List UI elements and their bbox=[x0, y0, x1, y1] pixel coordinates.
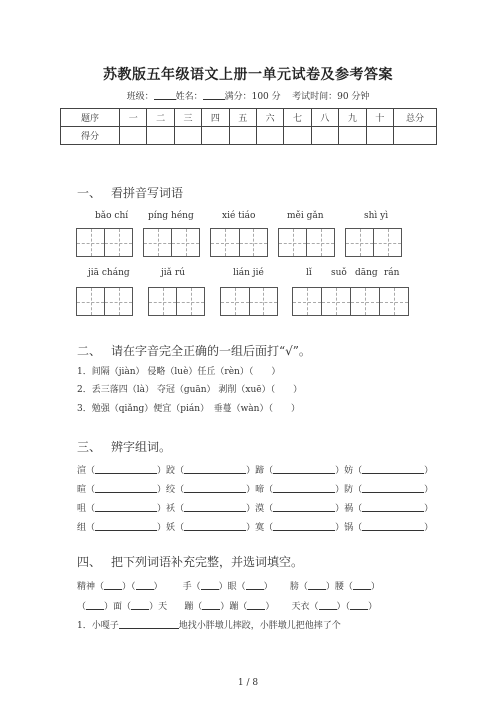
answer-blank[interactable] bbox=[95, 502, 157, 512]
class-blank[interactable] bbox=[154, 90, 176, 100]
writing-grid[interactable] bbox=[278, 228, 335, 257]
col-header: 三 bbox=[174, 109, 201, 127]
answer-blank[interactable] bbox=[273, 521, 335, 531]
answer-blank[interactable] bbox=[246, 580, 264, 590]
score-cell[interactable] bbox=[311, 127, 338, 145]
question-item[interactable]: 1．间隔（jiàn） 侵略（luè）任丘（rèn）（ ） bbox=[77, 367, 281, 377]
section-2-heading bbox=[77, 342, 311, 359]
answer-blank[interactable] bbox=[273, 464, 335, 474]
section-title: 把下列词语补充完整，并选词填空。 bbox=[111, 555, 304, 569]
pinyin: lián jié bbox=[233, 268, 264, 278]
score-cell[interactable] bbox=[174, 127, 201, 145]
answer-blank[interactable] bbox=[136, 580, 154, 590]
fill-sentence bbox=[77, 618, 341, 631]
total-score: 满分：100 分 bbox=[224, 92, 281, 102]
section-title: 辨字组词。 bbox=[111, 440, 172, 454]
word-part: 眼 bbox=[227, 582, 237, 592]
answer-blank[interactable] bbox=[201, 580, 219, 590]
char: 渲 bbox=[77, 466, 87, 476]
score-cell[interactable] bbox=[284, 127, 311, 145]
pinyin: měi gǎn bbox=[287, 211, 324, 221]
word-part: 膀 bbox=[289, 582, 299, 592]
answer-blank[interactable] bbox=[104, 580, 122, 590]
answer-blank[interactable] bbox=[273, 483, 335, 493]
pinyin: píng héng bbox=[148, 211, 194, 221]
pinyin: bǎo chí bbox=[95, 211, 129, 221]
answer-blank[interactable] bbox=[184, 502, 246, 512]
word-part: 面 bbox=[113, 602, 123, 612]
answer-blank[interactable] bbox=[362, 521, 424, 531]
answer-blank[interactable] bbox=[362, 464, 424, 474]
pinyin: shì yì bbox=[364, 211, 389, 221]
answer-blank[interactable] bbox=[184, 483, 246, 493]
answer-blank[interactable] bbox=[202, 600, 220, 610]
sentence-part: 地找小胖墩儿摔跤，小胖墩儿把他摔了个 bbox=[178, 621, 341, 631]
answer-blank[interactable] bbox=[119, 619, 179, 629]
char: 咀 bbox=[77, 504, 87, 514]
score-cell[interactable] bbox=[394, 127, 437, 145]
idiom-row: （ ）面（ ）天 蹦（ ）蹦（ ） 天衣（ ）（ ） bbox=[77, 602, 378, 612]
writing-grid[interactable] bbox=[345, 228, 402, 257]
answer-blank[interactable] bbox=[319, 600, 337, 610]
section-4-heading bbox=[77, 553, 303, 570]
char: 绞 bbox=[166, 485, 176, 495]
exam-time: 考试时间：90 分钟 bbox=[292, 92, 370, 102]
col-header: 四 bbox=[202, 109, 229, 127]
answer-blank[interactable] bbox=[308, 580, 326, 590]
answer-blank[interactable] bbox=[184, 464, 246, 474]
writing-grid[interactable] bbox=[220, 287, 278, 316]
col-header: 题序 bbox=[61, 109, 120, 127]
word-part: 腰 bbox=[334, 582, 344, 592]
pinyin: lǐ bbox=[306, 268, 312, 278]
pinyin: xié tiáo bbox=[222, 211, 256, 221]
char: 锅 bbox=[344, 523, 354, 533]
writing-grid[interactable] bbox=[148, 287, 205, 316]
writing-grid[interactable] bbox=[143, 228, 200, 257]
char: 蹄 bbox=[255, 466, 265, 476]
score-row bbox=[61, 127, 437, 145]
question-item[interactable]: 2．丢三落四（là） 夺冠（guān） 剥削（xuē）（ ） bbox=[77, 385, 303, 395]
word-row: 组（ ）妖（ ）寞（ ）锅（ ） bbox=[77, 523, 434, 533]
col-header: 七 bbox=[284, 109, 311, 127]
word-part: 天 bbox=[158, 602, 168, 612]
score-cell[interactable] bbox=[120, 127, 147, 145]
char: 妨 bbox=[344, 466, 354, 476]
pinyin: dāng bbox=[355, 268, 378, 278]
char: 袄 bbox=[166, 504, 176, 514]
col-header: 总分 bbox=[394, 109, 437, 127]
section-number: 三、 bbox=[77, 440, 102, 454]
word-row: 咀（ ）袄（ ）漠（ ）祸（ ） bbox=[77, 504, 434, 514]
char: 啼 bbox=[255, 485, 265, 495]
score-cell[interactable] bbox=[229, 127, 256, 145]
score-table bbox=[60, 108, 437, 145]
name-blank[interactable] bbox=[203, 90, 225, 100]
exam-info bbox=[0, 89, 496, 102]
score-header-row bbox=[61, 109, 437, 127]
answer-blank[interactable] bbox=[247, 600, 265, 610]
page-number: 1 / 8 bbox=[237, 678, 259, 688]
writing-grid[interactable] bbox=[76, 287, 133, 316]
section-number: 一、 bbox=[77, 186, 102, 200]
char: 妖 bbox=[166, 523, 176, 533]
score-cell[interactable] bbox=[202, 127, 229, 145]
question-item[interactable]: 3．勉强（qiǎng）便宜（pián） 垂蔓（wàn）（ ） bbox=[77, 404, 300, 414]
char: 跤 bbox=[166, 466, 176, 476]
score-label: 得分 bbox=[61, 127, 120, 145]
col-header: 一 bbox=[120, 109, 147, 127]
idiom-row: 精神（ ）（ ） 手（ ）眼（ ） 膀（ ）腰（ ） bbox=[77, 582, 380, 592]
page-title: 苏教版五年级语文上册一单元试卷及参考答案 bbox=[103, 67, 393, 83]
class-label: 班级： bbox=[126, 92, 154, 102]
answer-blank[interactable] bbox=[273, 502, 335, 512]
word-row: 渲（ ）跤（ ）蹄（ ）妨（ ） bbox=[77, 466, 434, 476]
name-label: 姓名： bbox=[175, 92, 203, 102]
char: 寞 bbox=[255, 523, 265, 533]
score-cell[interactable] bbox=[366, 127, 393, 145]
char: 防 bbox=[344, 485, 354, 495]
answer-blank[interactable] bbox=[95, 521, 157, 531]
section-title: 看拼音写词语 bbox=[111, 186, 184, 200]
score-cell[interactable] bbox=[256, 127, 283, 145]
pinyin: jiā cháng bbox=[88, 268, 130, 278]
answer-blank[interactable] bbox=[95, 483, 157, 493]
section-number: 二、 bbox=[77, 344, 102, 358]
col-header: 五 bbox=[229, 109, 256, 127]
writing-grid[interactable] bbox=[292, 287, 409, 316]
pinyin: rán bbox=[384, 268, 400, 278]
word-part: 蹦 bbox=[184, 602, 194, 612]
char: 暄 bbox=[77, 485, 87, 495]
col-header: 二 bbox=[147, 109, 174, 127]
answer-blank[interactable] bbox=[353, 580, 371, 590]
answer-blank[interactable] bbox=[350, 600, 368, 610]
char: 祸 bbox=[344, 504, 354, 514]
section-3-heading bbox=[77, 438, 171, 455]
section-title: 请在字音完全正确的一组后面打“√”。 bbox=[111, 344, 311, 358]
col-header: 九 bbox=[339, 109, 366, 127]
answer-blank[interactable] bbox=[95, 464, 157, 474]
answer-blank[interactable] bbox=[184, 521, 246, 531]
col-header: 十 bbox=[366, 109, 393, 127]
col-header: 六 bbox=[256, 109, 283, 127]
score-cell[interactable] bbox=[147, 127, 174, 145]
section-1-heading bbox=[77, 184, 183, 201]
char: 漠 bbox=[255, 504, 265, 514]
score-cell[interactable] bbox=[339, 127, 366, 145]
section-number: 四、 bbox=[77, 555, 102, 569]
answer-blank[interactable] bbox=[131, 600, 149, 610]
sentence-part: 1．小嘎子 bbox=[77, 621, 119, 631]
col-header: 八 bbox=[311, 109, 338, 127]
answer-blank[interactable] bbox=[362, 502, 424, 512]
word-part: 手 bbox=[182, 582, 192, 592]
word-part: 精神 bbox=[77, 582, 96, 592]
answer-blank[interactable] bbox=[86, 600, 104, 610]
answer-blank[interactable] bbox=[362, 483, 424, 493]
word-row: 暄（ ）绞（ ）啼（ ）防（ ） bbox=[77, 485, 434, 495]
pinyin: jiǎ rú bbox=[161, 268, 185, 278]
writing-grid[interactable] bbox=[76, 228, 133, 257]
word-part: 蹦 bbox=[229, 602, 239, 612]
word-part: 天衣 bbox=[291, 602, 310, 612]
char: 组 bbox=[77, 523, 87, 533]
writing-grid[interactable] bbox=[210, 228, 268, 257]
pinyin: suǒ bbox=[331, 268, 347, 278]
